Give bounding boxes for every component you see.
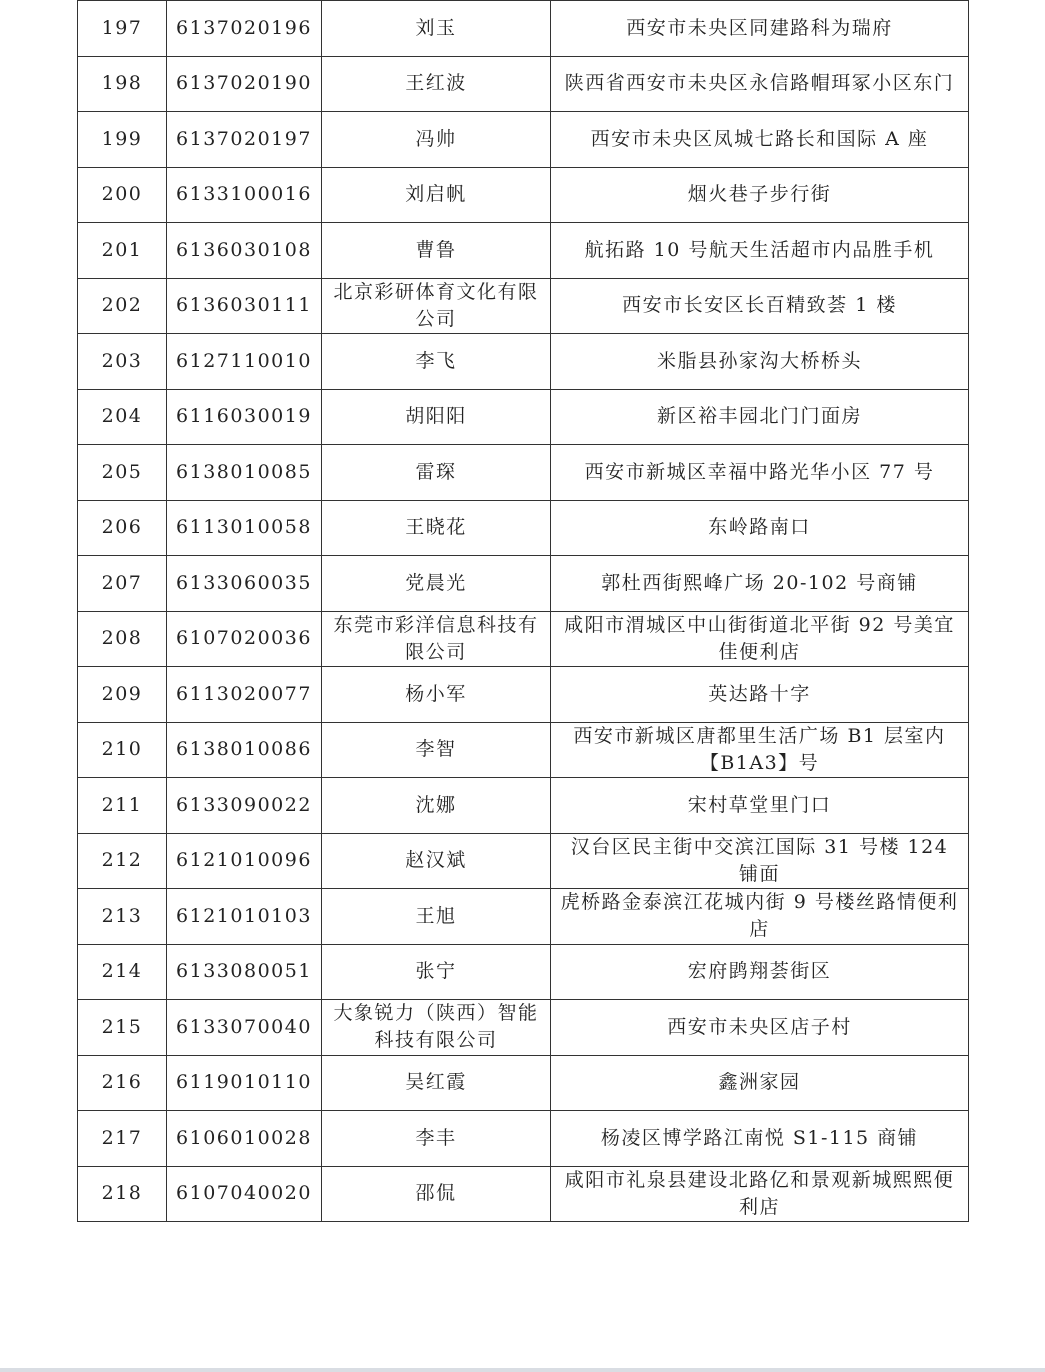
table-row	[78, 445, 969, 501]
owner-name-cell: 王旭	[322, 889, 551, 945]
serial-number-cell: 207	[78, 556, 167, 612]
owner-name-cell: 冯帅	[322, 112, 551, 168]
address-cell: 烟火巷子步行街	[551, 167, 969, 223]
serial-number-cell: 197	[78, 1, 167, 57]
owner-name-cell: 曹鲁	[322, 223, 551, 279]
outlet-code-cell: 6119010110	[167, 1055, 322, 1111]
outlet-code-cell: 6113010058	[167, 500, 322, 556]
address-cell: 虎桥路金泰滨江花城内街 9 号楼丝路情便利店	[551, 889, 969, 945]
owner-name-cell: 大象锐力（陕西）智能科技有限公司	[322, 1000, 551, 1056]
serial-number-cell: 208	[78, 611, 167, 667]
owner-name-cell: 胡阳阳	[322, 389, 551, 445]
owner-name-cell: 沈娜	[322, 778, 551, 834]
owner-name-cell: 刘玉	[322, 1, 551, 57]
serial-number-cell: 200	[78, 167, 167, 223]
outlet-code-cell: 6116030019	[167, 389, 322, 445]
serial-number-cell: 217	[78, 1111, 167, 1167]
outlet-code-cell: 6136030108	[167, 223, 322, 279]
serial-number-cell: 218	[78, 1166, 167, 1222]
address-cell: 西安市未央区同建路科为瑞府	[551, 1, 969, 57]
owner-name-cell: 刘启帆	[322, 167, 551, 223]
table-row	[78, 889, 969, 945]
address-cell: 杨凌区博学路江南悦 S1-115 商铺	[551, 1111, 969, 1167]
outlet-code-cell: 6133080051	[167, 944, 322, 1000]
owner-name-cell: 张宁	[322, 944, 551, 1000]
serial-number-cell: 215	[78, 1000, 167, 1056]
table-body	[78, 1, 969, 1222]
table-row	[78, 278, 969, 334]
serial-number-cell: 201	[78, 223, 167, 279]
owner-name-cell: 李丰	[322, 1111, 551, 1167]
owner-name-cell: 杨小军	[322, 667, 551, 723]
serial-number-cell: 211	[78, 778, 167, 834]
serial-number-cell: 214	[78, 944, 167, 1000]
address-cell: 鑫洲家园	[551, 1055, 969, 1111]
owner-name-cell: 李智	[322, 722, 551, 778]
address-cell: 西安市未央区凤城七路长和国际 A 座	[551, 112, 969, 168]
outlet-code-cell: 6137020190	[167, 56, 322, 112]
owner-name-cell: 雷琛	[322, 445, 551, 501]
table-row	[78, 223, 969, 279]
outlet-code-cell: 6121010103	[167, 889, 322, 945]
outlet-code-cell: 6133100016	[167, 167, 322, 223]
table-row	[78, 556, 969, 612]
owner-name-cell: 邵侃	[322, 1166, 551, 1222]
table-row	[78, 500, 969, 556]
outlet-code-cell: 6106010028	[167, 1111, 322, 1167]
address-cell: 汉台区民主街中交滨江国际 31 号楼 124 铺面	[551, 833, 969, 889]
outlet-code-cell: 6137020196	[167, 1, 322, 57]
outlet-code-cell: 6121010096	[167, 833, 322, 889]
serial-number-cell: 209	[78, 667, 167, 723]
owner-name-cell: 赵汉斌	[322, 833, 551, 889]
address-cell: 西安市新城区幸福中路光华小区 77 号	[551, 445, 969, 501]
table-row	[78, 1000, 969, 1056]
outlet-code-cell: 6133070040	[167, 1000, 322, 1056]
owner-name-cell: 李飞	[322, 334, 551, 390]
outlet-code-cell: 6107040020	[167, 1166, 322, 1222]
table-row	[78, 944, 969, 1000]
table-row	[78, 722, 969, 778]
serial-number-cell: 205	[78, 445, 167, 501]
owner-name-cell: 王红波	[322, 56, 551, 112]
owner-name-cell: 党晨光	[322, 556, 551, 612]
owner-name-cell: 东莞市彩洋信息科技有限公司	[322, 611, 551, 667]
address-cell: 新区裕丰园北门门面房	[551, 389, 969, 445]
serial-number-cell: 216	[78, 1055, 167, 1111]
serial-number-cell: 212	[78, 833, 167, 889]
serial-number-cell: 199	[78, 112, 167, 168]
address-cell: 咸阳市渭城区中山街街道北平街 92 号美宜佳便利店	[551, 611, 969, 667]
table-row	[78, 1055, 969, 1111]
table-row	[78, 389, 969, 445]
address-cell: 西安市长安区长百精致荟 1 楼	[551, 278, 969, 334]
owner-name-cell: 王晓花	[322, 500, 551, 556]
serial-number-cell: 198	[78, 56, 167, 112]
address-cell: 西安市未央区店子村	[551, 1000, 969, 1056]
address-cell: 东岭路南口	[551, 500, 969, 556]
owner-name-cell: 吴红霞	[322, 1055, 551, 1111]
serial-number-cell: 204	[78, 389, 167, 445]
outlet-code-cell: 6127110010	[167, 334, 322, 390]
outlet-code-cell: 6113020077	[167, 667, 322, 723]
outlet-registry-table	[77, 0, 969, 1222]
address-cell: 米脂县孙家沟大桥桥头	[551, 334, 969, 390]
serial-number-cell: 213	[78, 889, 167, 945]
address-cell: 航拓路 10 号航天生活超市内品胜手机	[551, 223, 969, 279]
owner-name-cell: 北京彩研体育文化有限公司	[322, 278, 551, 334]
table-row	[78, 833, 969, 889]
outlet-code-cell: 6136030111	[167, 278, 322, 334]
outlet-code-cell: 6133060035	[167, 556, 322, 612]
table-row	[78, 167, 969, 223]
serial-number-cell: 206	[78, 500, 167, 556]
page-bottom-edge	[0, 1368, 1045, 1372]
table-row	[78, 112, 969, 168]
outlet-code-cell: 6137020197	[167, 112, 322, 168]
table-row	[78, 1111, 969, 1167]
serial-number-cell: 203	[78, 334, 167, 390]
address-cell: 宋村草堂里门口	[551, 778, 969, 834]
address-cell: 陕西省西安市未央区永信路帽珥冢小区东门	[551, 56, 969, 112]
address-cell: 英达路十字	[551, 667, 969, 723]
serial-number-cell: 210	[78, 722, 167, 778]
address-cell: 咸阳市礼泉县建设北路亿和景观新城熙熙便利店	[551, 1166, 969, 1222]
outlet-code-cell: 6138010085	[167, 445, 322, 501]
table-row	[78, 334, 969, 390]
table-row	[78, 1, 969, 57]
table-row	[78, 1166, 969, 1222]
table-row	[78, 667, 969, 723]
outlet-code-cell: 6138010086	[167, 722, 322, 778]
table-row	[78, 56, 969, 112]
table-row	[78, 778, 969, 834]
address-cell: 西安市新城区唐都里生活广场 B1 层室内【B1A3】号	[551, 722, 969, 778]
table-row	[78, 611, 969, 667]
address-cell: 郭杜西街熙峰广场 20-102 号商铺	[551, 556, 969, 612]
outlet-code-cell: 6107020036	[167, 611, 322, 667]
outlet-code-cell: 6133090022	[167, 778, 322, 834]
address-cell: 宏府鹍翔荟街区	[551, 944, 969, 1000]
serial-number-cell: 202	[78, 278, 167, 334]
